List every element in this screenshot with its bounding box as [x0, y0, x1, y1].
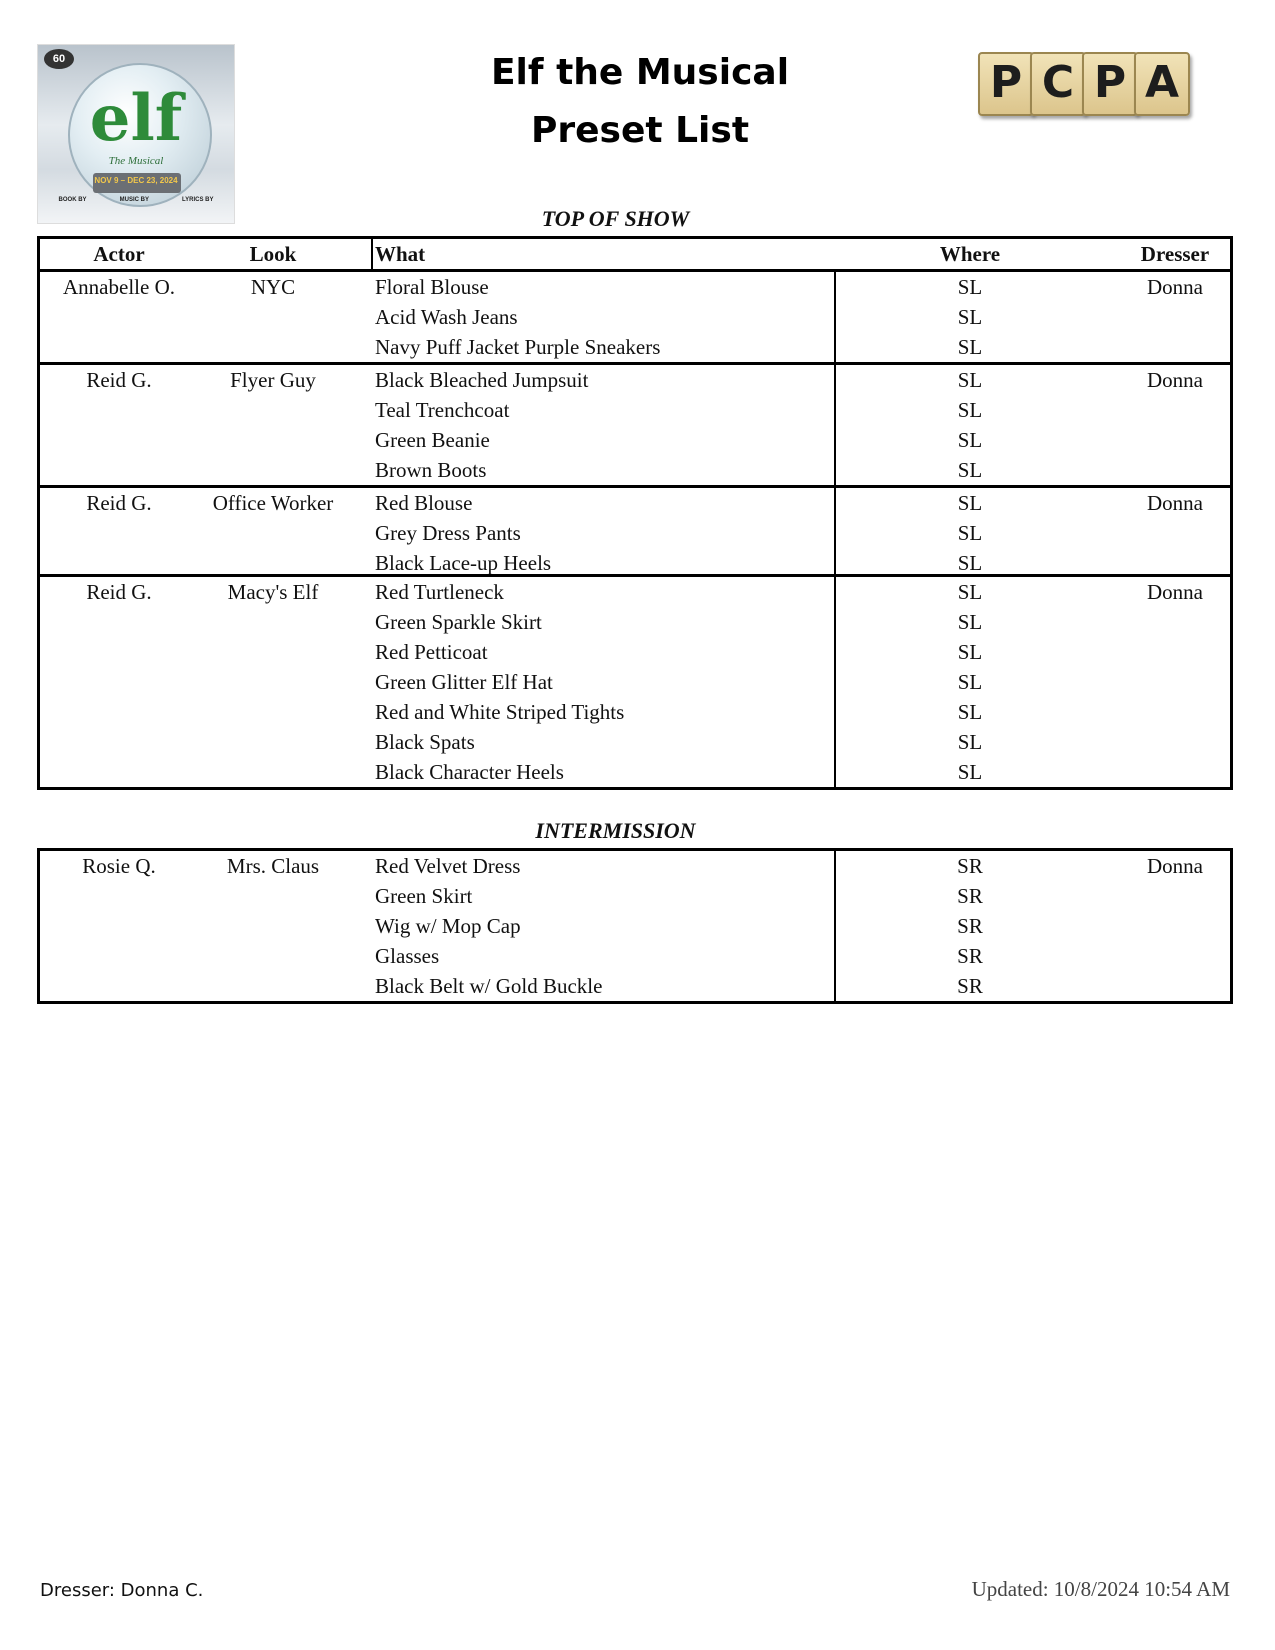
what-cell: Green Skirt — [375, 884, 473, 908]
poster-credit: BOOK BY — [58, 197, 87, 203]
where-cell: SR — [957, 884, 983, 908]
table-row — [40, 272, 1230, 302]
what-cell: Red Turtleneck — [375, 580, 504, 604]
table-row — [40, 332, 1230, 362]
where-cell: SL — [957, 730, 983, 754]
table-row — [40, 851, 1230, 881]
actor-cell: Annabelle O. — [63, 275, 175, 299]
show-poster-image — [37, 44, 235, 224]
table-row — [40, 518, 1230, 548]
dresser-cell: Donna — [1147, 580, 1203, 604]
table-row — [40, 455, 1230, 485]
where-cell: SL — [957, 458, 983, 482]
table-row — [40, 881, 1230, 911]
where-cell: SR — [957, 914, 983, 938]
where-cell: SL — [957, 521, 983, 545]
dresser-cell: Donna — [1147, 491, 1203, 515]
where-cell: SL — [957, 580, 983, 604]
what-cell: Teal Trenchcoat — [375, 398, 510, 422]
section-title-top-of-show: TOP OF SHOW — [541, 206, 690, 231]
look-cell: Office Worker — [212, 491, 334, 515]
where-cell: SL — [957, 491, 983, 515]
what-cell: Glasses — [375, 944, 440, 968]
preset-table-top-of-show — [37, 236, 1233, 790]
poster-credit: MUSIC BY — [119, 197, 149, 203]
what-cell: Red Blouse — [375, 491, 473, 515]
what-cell: Black Bleached Jumpsuit — [375, 368, 589, 392]
header-what: What — [375, 242, 426, 266]
what-cell: Brown Boots — [375, 458, 487, 482]
what-cell: Green Glitter Elf Hat — [375, 670, 553, 694]
actor-cell: Reid G. — [86, 368, 152, 392]
table-row — [40, 971, 1230, 1001]
logo-tile: P — [1082, 52, 1138, 116]
where-cell: SL — [957, 305, 983, 329]
where-cell: SL — [957, 398, 983, 422]
look-cell: Macy's Elf — [227, 580, 319, 604]
footer-updated: Updated: 10/8/2024 10:54 AM — [971, 1577, 1230, 1601]
footer-dresser: Dresser: Donna C. — [40, 1580, 204, 1601]
table-row — [40, 727, 1230, 757]
what-cell: Green Beanie — [375, 428, 490, 452]
actor-group — [40, 485, 1230, 574]
what-cell: Red and White Striped Tights — [375, 700, 625, 724]
table-row — [40, 548, 1230, 574]
table-row — [40, 757, 1230, 787]
where-cell: SL — [957, 760, 983, 784]
page-subtitle: Preset List — [530, 110, 750, 151]
dresser-cell: Donna — [1147, 275, 1203, 299]
poster-elf-logo: elf — [89, 81, 183, 156]
poster-credits — [42, 197, 230, 203]
header-where: Where — [939, 242, 1001, 266]
actor-cell: Rosie Q. — [82, 854, 156, 878]
what-cell: Grey Dress Pants — [375, 521, 521, 545]
where-cell: SR — [957, 974, 983, 998]
what-cell: Floral Blouse — [375, 275, 489, 299]
logo-tile: A — [1134, 52, 1190, 116]
table-row — [40, 637, 1230, 667]
table-header-row — [40, 239, 1230, 272]
where-cell: SL — [957, 700, 983, 724]
what-cell: Red Petticoat — [375, 640, 488, 664]
where-cell: SL — [957, 640, 983, 664]
actor-group — [40, 272, 1230, 362]
pcpa-logo — [978, 52, 1188, 118]
table-row — [40, 607, 1230, 637]
poster-credit: LYRICS BY — [182, 197, 214, 203]
where-cell: SL — [957, 551, 983, 575]
look-cell: Flyer Guy — [230, 368, 316, 392]
table-row — [40, 425, 1230, 455]
table-row — [40, 488, 1230, 518]
header-actor: Actor — [93, 242, 145, 266]
actor-cell: Reid G. — [86, 580, 152, 604]
where-cell: SL — [957, 368, 983, 392]
logo-tile: P — [978, 52, 1034, 116]
table-row — [40, 667, 1230, 697]
table-row — [40, 302, 1230, 332]
what-cell: Red Velvet Dress — [375, 854, 521, 878]
dresser-cell: Donna — [1147, 368, 1203, 392]
what-cell: Black Belt w/ Gold Buckle — [375, 974, 603, 998]
where-cell: SL — [957, 428, 983, 452]
where-cell: SR — [957, 944, 983, 968]
what-cell: Navy Puff Jacket Purple Sneakers — [375, 335, 661, 359]
poster-dates: NOV 9 – DEC 23, 2024 — [94, 176, 178, 185]
look-cell: NYC — [250, 275, 296, 299]
header-dresser: Dresser — [1140, 242, 1210, 266]
actor-cell: Reid G. — [86, 491, 152, 515]
page-title: Elf the Musical — [490, 52, 790, 93]
where-cell: SL — [957, 610, 983, 634]
what-cell: Black Spats — [375, 730, 475, 754]
actor-group — [40, 574, 1230, 787]
header-look: Look — [249, 242, 297, 266]
what-cell: Wig w/ Mop Cap — [375, 914, 521, 938]
what-cell: Acid Wash Jeans — [375, 305, 518, 329]
preset-table-intermission — [37, 848, 1233, 1004]
where-cell: SL — [957, 335, 983, 359]
table-row — [40, 395, 1230, 425]
poster-subtitle: The Musical — [108, 155, 164, 167]
table-row — [40, 941, 1230, 971]
actor-group — [40, 851, 1230, 1001]
where-cell: SR — [957, 854, 983, 878]
table-row — [40, 911, 1230, 941]
dresser-cell: Donna — [1147, 854, 1203, 878]
table-row — [40, 577, 1230, 607]
table-row — [40, 697, 1230, 727]
where-cell: SL — [957, 670, 983, 694]
logo-tile: C — [1030, 52, 1086, 116]
what-cell: Black Lace-up Heels — [375, 551, 552, 575]
section-title-intermission: INTERMISSION — [535, 818, 696, 843]
actor-group — [40, 362, 1230, 485]
table-row — [40, 365, 1230, 395]
what-cell: Green Sparkle Skirt — [375, 610, 542, 634]
look-cell: Mrs. Claus — [226, 854, 320, 878]
where-cell: SL — [957, 275, 983, 299]
anniversary-badge: 60 — [44, 49, 74, 69]
what-cell: Black Character Heels — [375, 760, 564, 784]
